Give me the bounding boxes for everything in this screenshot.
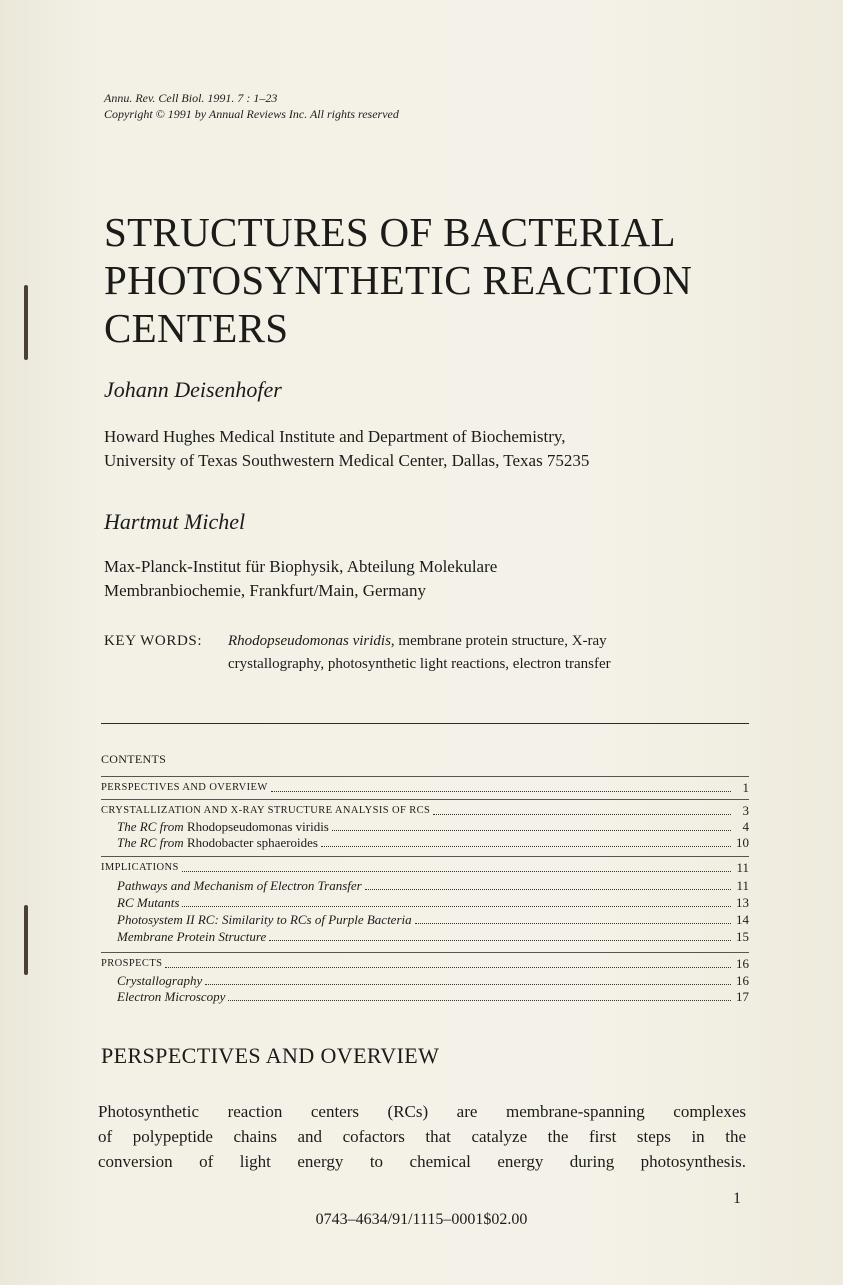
toc-subentry[interactable] xyxy=(117,878,749,893)
keyword-organism: Rhodopseudomonas viridis xyxy=(228,633,391,649)
toc-subentry-label: RC Mutants xyxy=(117,895,180,910)
toc-subentry-label: Photosystem II RC: Similarity to RCs of Purple Bacteria xyxy=(117,912,412,927)
toc-page-number: 14 xyxy=(736,912,749,927)
footer-code: 0743–4634/91/1115–0001$02.00 xyxy=(315,1211,528,1228)
toc-subentry-label: Electron Microscopy xyxy=(117,989,226,1004)
toc-entry[interactable] xyxy=(101,780,749,795)
toc-section-rule xyxy=(101,952,749,953)
dot-leader xyxy=(182,906,731,907)
affiliation-line: Howard Hughes Medical Institute and Department of Biochemistry, xyxy=(104,427,566,446)
toc-section-label: IMPLICATIONS xyxy=(101,862,179,873)
section-heading: PERSPECTIVES AND OVERVIEW xyxy=(101,1043,440,1068)
author-name: Johann Deisenhofer xyxy=(104,377,282,402)
copyright-line: Copyright © 1991 by Annual Reviews Inc. All rights reserved xyxy=(104,107,399,121)
dot-leader xyxy=(182,871,731,872)
toc-section-label: PROSPECTS xyxy=(101,958,163,969)
toc-page-number: 4 xyxy=(742,819,749,834)
toc-entry[interactable] xyxy=(101,803,749,818)
toc-subentry[interactable] xyxy=(117,973,749,988)
title-line-1: STRUCTURES OF BACTERIAL xyxy=(104,209,676,255)
toc-subentry[interactable] xyxy=(117,819,749,834)
toc-page-number: 10 xyxy=(736,835,749,850)
toc-page-number: 15 xyxy=(736,929,749,944)
toc-entry[interactable] xyxy=(101,956,749,971)
toc-subentry-label: Crystallography xyxy=(117,973,203,988)
toc-subentry[interactable] xyxy=(117,989,749,1004)
toc-subentry-label: The RC from Rhodopseudomonas viridis xyxy=(117,819,329,834)
dot-leader xyxy=(165,967,731,968)
binding-mark-top xyxy=(24,285,28,360)
keywords-text xyxy=(228,630,768,676)
dot-leader xyxy=(269,940,731,941)
toc-section-rule xyxy=(101,856,749,857)
affiliation-line: University of Texas Southwestern Medical Center, Dallas, Texas 75235 xyxy=(104,451,590,470)
article-title xyxy=(104,208,692,352)
toc-entry[interactable] xyxy=(101,860,749,875)
toc-page-number: 16 xyxy=(736,973,749,988)
dot-leader xyxy=(433,814,731,815)
keywords-line-2: crystallography, photosynthetic light reactions, electron transfer xyxy=(228,656,611,672)
toc-subentry[interactable] xyxy=(117,912,749,927)
toc-page-number: 11 xyxy=(736,878,749,893)
title-line-2: PHOTOSYNTHETIC REACTION xyxy=(104,257,693,303)
dot-leader xyxy=(228,1000,731,1001)
dot-leader xyxy=(321,846,731,847)
toc-page-number: 11 xyxy=(736,860,749,875)
journal-citation: Annu. Rev. Cell Biol. 1991. 7 : 1–23 xyxy=(104,91,278,105)
body-line: conversion of light energy to chemical energy during photosynthesis. xyxy=(98,1152,746,1171)
affiliation-line: Max-Planck-Institut für Biophysik, Abteilung Molekulare xyxy=(104,557,498,576)
toc-page-number: 17 xyxy=(736,989,749,1004)
toc-section-rule xyxy=(101,799,749,800)
contents-title: CONTENTS xyxy=(101,752,167,766)
toc-subentry-label: Pathways and Mechanism of Electron Transfer xyxy=(117,878,362,893)
author-name: Hartmut Michel xyxy=(104,509,246,534)
toc-subentry-label: The RC from Rhodobacter sphaeroides xyxy=(117,835,318,850)
author-affiliation xyxy=(104,425,589,473)
dot-leader xyxy=(365,889,731,890)
dot-leader xyxy=(415,923,731,924)
toc-page-number: 16 xyxy=(736,956,749,971)
toc-page-number: 13 xyxy=(736,895,749,910)
author-affiliation xyxy=(104,555,497,603)
toc-subentry[interactable] xyxy=(117,895,749,910)
binding-mark-bottom xyxy=(24,905,28,975)
affiliation-line: Membranbiochemie, Frankfurt/Main, Germany xyxy=(104,581,426,600)
title-line-3: CENTERS xyxy=(104,305,289,351)
body-paragraph xyxy=(98,1099,746,1174)
body-line: Photosynthetic reaction centers (RCs) are membrane-spanning complexes xyxy=(98,1102,746,1121)
dot-leader xyxy=(271,791,731,792)
dot-leader xyxy=(332,830,731,831)
body-line: of polypeptide chains and cofactors that catalyze the first steps in the xyxy=(98,1127,746,1146)
keywords-label: KEY WORDS: xyxy=(104,633,203,649)
keywords-line-1: , membrane protein structure, X-ray xyxy=(390,633,607,649)
toc-subentry[interactable] xyxy=(117,929,749,944)
toc-subentry[interactable] xyxy=(117,835,749,850)
toc-section-rule xyxy=(101,776,749,777)
toc-section-label: CRYSTALLIZATION AND X-RAY STRUCTURE ANALYSIS OF RCS xyxy=(101,805,431,816)
page-number: 1 xyxy=(733,1190,741,1207)
toc-subentry-label: Membrane Protein Structure xyxy=(117,929,267,944)
toc-page-number: 3 xyxy=(742,803,749,818)
journal-header xyxy=(104,90,399,122)
toc-section-label: PERSPECTIVES AND OVERVIEW xyxy=(101,782,268,793)
toc-page-number: 1 xyxy=(742,780,749,795)
dot-leader xyxy=(205,984,731,985)
divider-rule xyxy=(101,723,749,724)
